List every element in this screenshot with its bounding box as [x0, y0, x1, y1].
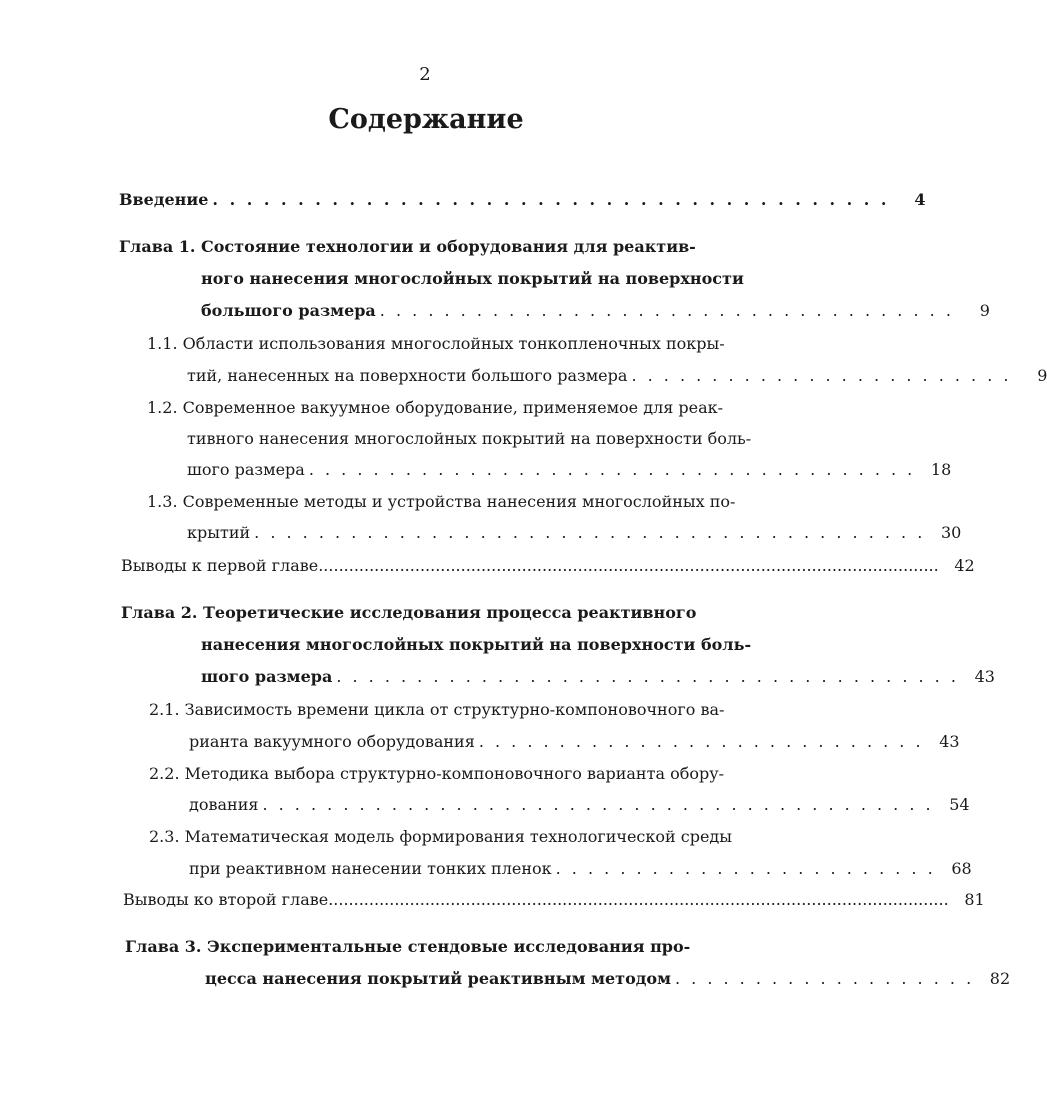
toc-chapter2-line1[interactable]: Глава 2. Теоретические исследования процесса реактивного [121, 603, 697, 622]
toc-section-1-3-last-line[interactable] [187, 523, 962, 543]
toc-section-2-1-line1[interactable]: 2.1. Зависимость времени цикла от структурно-компоновочного ва- [149, 700, 725, 719]
toc-section-2-3-line2: при реактивном нанесении тонких пленок [189, 859, 552, 878]
toc-section-1-1-last-line[interactable] [187, 366, 1047, 386]
leader-dots: .......................................................................................................................... [328, 890, 949, 909]
toc-section-1-2-line2[interactable]: тивного нанесения многослойных покрытий на поверхности боль- [187, 429, 752, 448]
leader-dots: . . . . . . . . . . . . . . . . . . . . . . . . [555, 859, 936, 878]
leader-dots: .......................................................................................................................... [318, 556, 939, 575]
toc-chapter3-last-line[interactable] [205, 969, 1011, 989]
toc-chapter3-line2: цесса нанесения покрытий реактивным методом [205, 969, 671, 988]
toc-page-number: 18 [930, 460, 952, 479]
toc-section-1-1-line2: тий, нанесенных на поверхности большого размера [187, 366, 628, 385]
toc-conclusion-1[interactable] [121, 556, 975, 576]
leader-dots: . . . . . . . . . . . . . . . . . . . . . . . . . . . . . . . . . . . . . . [308, 460, 916, 479]
toc-conclusion-label: Выводы ко второй главе [123, 890, 329, 909]
leader-dots: . . . . . . . . . . . . . . . . . . . . . . . . . . . . . . . . . . . . . . . . . . [262, 795, 934, 814]
leader-dots: . . . . . . . . . . . . . . . . . . . . . . . . . . . . [478, 732, 924, 751]
toc-entry-intro[interactable] [119, 190, 926, 210]
leader-dots: . . . . . . . . . . . . . . . . . . . . . . . . . . . . . . . . . . . . . . . . . . [254, 523, 926, 542]
toc-chapter2-line2[interactable]: нанесения многослойных покрытий на поверхности боль- [201, 635, 752, 654]
toc-section-2-1-last-line[interactable] [189, 732, 960, 752]
toc-section-2-3-last-line[interactable] [189, 859, 972, 879]
toc-section-1-2-line1[interactable]: 1.2. Современное вакуумное оборудование, применяемое для реак- [147, 398, 724, 417]
toc-chapter1-line3: большого размера [201, 301, 376, 320]
toc-chapter1-line2[interactable]: ного нанесения многослойных покрытий на поверхности [201, 269, 744, 288]
toc-section-1-3-line1[interactable]: 1.3. Современные методы и устройства нанесения многослойных по- [147, 492, 736, 511]
toc-section-1-3-line2: крытий [187, 523, 251, 542]
toc-section-2-1-line2: рианта вакуумного оборудования [189, 732, 475, 751]
toc-conclusion-2[interactable] [123, 890, 985, 910]
leader-dots: . . . . . . . . . . . . . . . . . . . . . . . . . . . . . . . . . . . . [379, 301, 954, 320]
toc-section-2-2-last-line[interactable] [189, 795, 970, 815]
toc-conclusion-label: Выводы к первой главе [121, 556, 319, 575]
toc-section-2-2-line2: дования [189, 795, 259, 814]
toc-page-number: 30 [940, 523, 962, 542]
toc-page-number: 43 [939, 732, 960, 751]
page-number: 2 [419, 64, 431, 85]
toc-page-number: 43 [974, 667, 995, 686]
toc-page-number: 82 [989, 969, 1011, 988]
page-title: Содержание [328, 104, 524, 135]
toc-page-number: 81 [964, 890, 985, 909]
toc-page-number: 68 [951, 859, 972, 878]
leader-dots: . . . . . . . . . . . . . . . . . . . [674, 969, 975, 988]
toc-page-number: 54 [949, 795, 970, 814]
toc-page-number: 9 [979, 301, 990, 320]
toc-section-1-2-last-line[interactable] [187, 460, 952, 480]
leader-dots: . . . . . . . . . . . . . . . . . . . . . . . . [631, 366, 1012, 385]
toc-page-number: 9 [1037, 366, 1047, 385]
toc-section-1-1-line1[interactable]: 1.1. Области использования многослойных тонкопленочных покры- [147, 334, 725, 353]
toc-chapter2-last-line[interactable] [201, 667, 995, 687]
toc-chapter1-line1[interactable]: Глава 1. Состояние технологии и оборудования для реактив- [119, 237, 696, 256]
toc-page-number: 42 [954, 556, 975, 575]
toc-section-2-3-line1[interactable]: 2.3. Математическая модель формирования технологической среды [149, 827, 733, 846]
toc-chapter1-last-line[interactable] [201, 301, 990, 321]
toc-chapter3-line1[interactable]: Глава 3. Экспериментальные стендовые исследования про- [125, 937, 691, 956]
toc-chapter2-line3: шого размера [201, 667, 333, 686]
toc-page-number: 4 [914, 190, 926, 209]
leader-dots: . . . . . . . . . . . . . . . . . . . . . . . . . . . . . . . . . . . . . . . . [212, 190, 890, 209]
toc-section-1-2-line3: шого размера [187, 460, 305, 479]
leader-dots: . . . . . . . . . . . . . . . . . . . . . . . . . . . . . . . . . . . . . . . [336, 667, 959, 686]
toc-section-2-2-line1[interactable]: 2.2. Методика выбора структурно-компоновочного варианта обору- [149, 764, 725, 783]
toc-entry-label: Введение [119, 190, 209, 209]
